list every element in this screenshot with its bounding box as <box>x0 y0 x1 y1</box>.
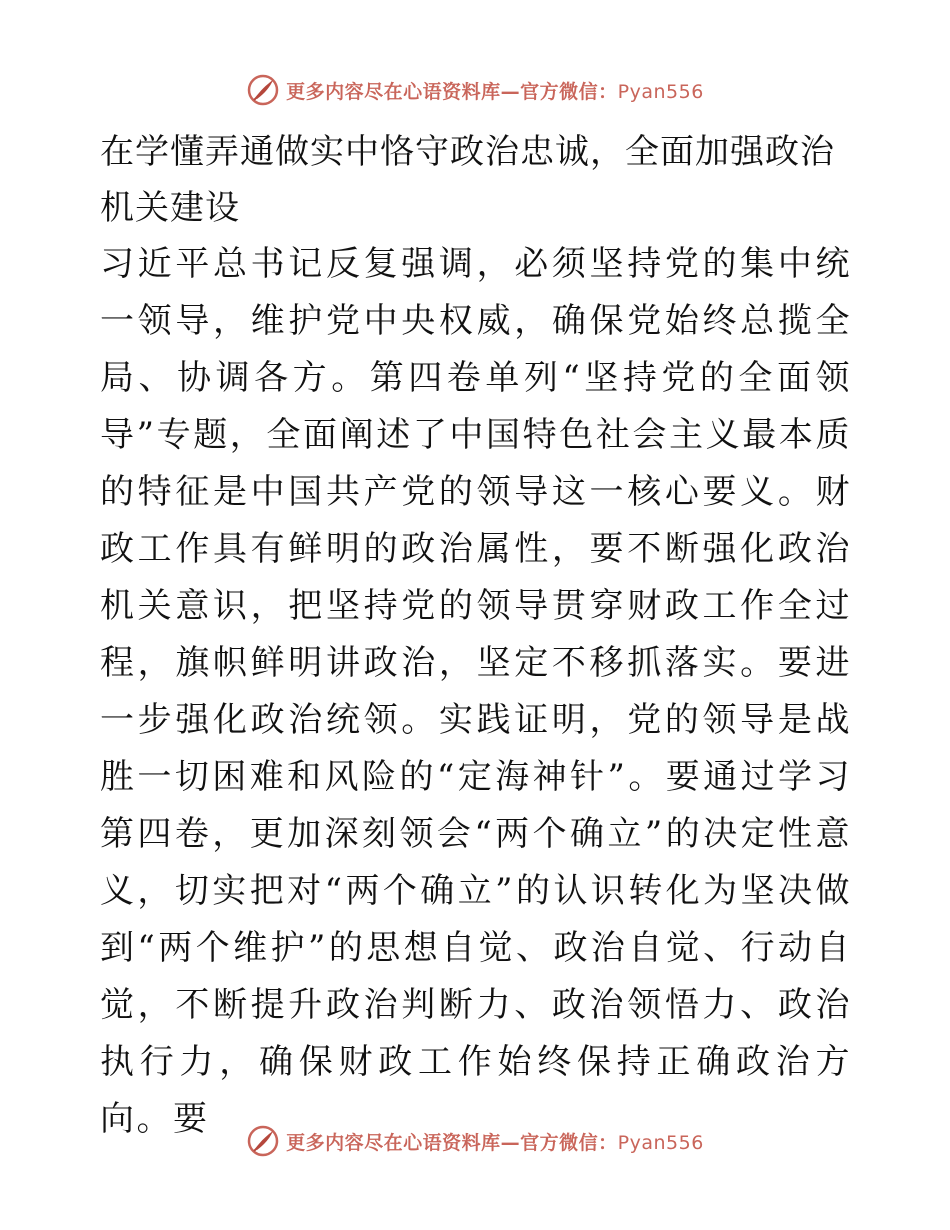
feather-pen-logo-icon <box>246 73 280 107</box>
watermark-account: Pyan556 <box>617 1131 704 1154</box>
watermark-text: 更多内容尽在心语资料库—官方微信：Pyan556 <box>286 1131 704 1154</box>
watermark-text: 更多内容尽在心语资料库—官方微信：Pyan556 <box>286 80 704 103</box>
document-title: 在学懂弄通做实中恪守政治忠诚，全面加强政治机关建设 <box>100 132 835 228</box>
header-watermark <box>0 70 950 110</box>
document-paragraph: 习近平总书记反复强调，必须坚持党的集中统一领导，维护党中央权威，确保党始终总揽全局、协调各方。第四卷单列“坚持党的全面领导”专题，全面阐述了中国特色社会主义最本质的特征是中国共产党的领导这一核心要义。财政工作具有鲜明的政治属性，要不断强化政治机关意识，把坚持党的领导贯穿财政工作全过程，旗帜鲜明讲政治，坚定不移抓落实。要进一步强化政治统领。实践证明，党的领导是战胜一切困难和风险的“定海神针”。要通过学习第四卷，更加深刻领会“两个确立”的决定性意义，切实把对“两个确立”的认识转化为坚决做到“两个维护”的思想自觉、政治自觉、行动自觉，不断提升政治判断力、政治领悟力、政治执行力，确保财政工作始终保持正确政治方向。要 <box>100 244 852 1139</box>
watermark-account: Pyan556 <box>617 80 704 103</box>
footer-watermark <box>0 1121 950 1161</box>
feather-pen-logo-icon <box>246 1124 280 1158</box>
